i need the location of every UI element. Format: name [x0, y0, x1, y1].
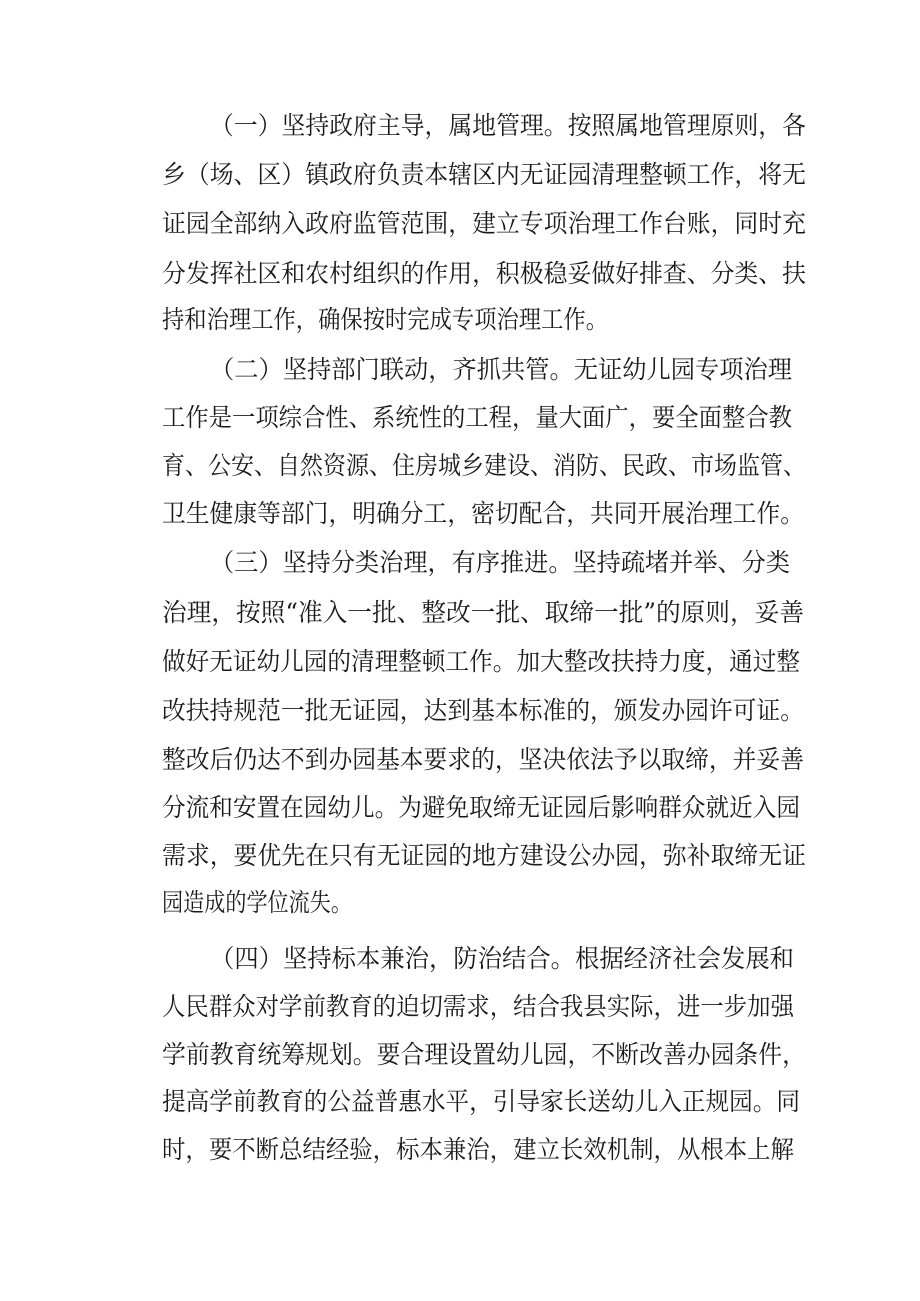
text-line	[0, 494, 920, 534]
text-line	[0, 1130, 920, 1170]
line-text: 分发挥社区和农村组织的作用，积极稳妥做好排查、分类、扶	[162, 259, 806, 288]
text-line	[0, 1035, 920, 1075]
text-line	[0, 883, 920, 923]
line-text: 育、公安、自然资源、住房城乡建设、消防、民政、市场监管、	[162, 451, 806, 480]
text-line	[0, 1082, 920, 1122]
line-text: （一）坚持政府主导，属地管理。按照属地管理原则，各	[210, 111, 806, 140]
line-text: 乡（场、区）镇政府负责本辖区内无证园清理整顿工作，将无	[162, 160, 806, 189]
line-text: 人民群众对学前教育的迫切需求，结合我县实际，进一步加强	[162, 992, 794, 1021]
line-text: 工作是一项综合性、系统性的工程，量大面广，要全面整合教	[162, 403, 792, 432]
line-text: 提高学前教育的公益普惠水平，引导家长送幼儿入正规园。同	[162, 1087, 800, 1116]
line-text: 改扶持规范一批无证园，达到基本标准的，颁发办园许可证。	[162, 696, 804, 725]
line-text: 卫生健康等部门，明确分工，密切配合，共同开展治理工作。	[162, 499, 804, 528]
text-line	[0, 300, 920, 340]
text-line	[0, 740, 920, 780]
text-line	[0, 106, 920, 146]
text-line	[0, 691, 920, 731]
text-line	[0, 593, 920, 633]
line-text: 园造成的学位流失。	[162, 888, 352, 917]
line-text: 整改后仍达不到办园基本要求的，坚决依法予以取缔，并妥善	[162, 745, 804, 774]
text-line	[0, 939, 920, 979]
text-line	[0, 155, 920, 195]
line-text: 学前教育统筹规划。要合理设置幼儿园，不断改善办园条件，	[162, 1040, 806, 1069]
text-line	[0, 254, 920, 294]
text-line	[0, 642, 920, 682]
line-text: （四）坚持标本兼治，防治结合。根据经济社会发展和	[210, 944, 794, 973]
text-line	[0, 543, 920, 583]
line-text: 做好无证幼儿园的清理整顿工作。加大整改扶持力度，通过整	[162, 647, 800, 676]
text-line	[0, 788, 920, 828]
text-line	[0, 398, 920, 438]
line-text: 需求，要优先在只有无证园的地方建设公办园，弥补取缔无证	[162, 841, 806, 870]
text-line	[0, 836, 920, 876]
line-text: 治理，按照“准入一批、整改一批、取缔一批”的原则，妥善	[162, 598, 804, 627]
text-line	[0, 446, 920, 486]
line-text: 持和治理工作，确保按时完成专项治理工作。	[162, 305, 608, 334]
line-text: 分流和安置在园幼儿。为避免取缔无证园后影响群众就近入园	[162, 793, 800, 822]
text-line	[0, 204, 920, 244]
line-text: 时，要不断总结经验，标本兼治，建立长效机制，从根本上解	[162, 1135, 794, 1164]
line-text: （二）坚持部门联动，齐抓共管。无证幼儿园专项治理	[210, 355, 792, 384]
text-line	[0, 350, 920, 390]
text-line	[0, 987, 920, 1027]
line-text: （三）坚持分类治理，有序推进。坚持疏堵并举、分类	[210, 548, 790, 577]
line-text: 证园全部纳入政府监管范围，建立专项治理工作台账，同时充	[162, 209, 806, 238]
